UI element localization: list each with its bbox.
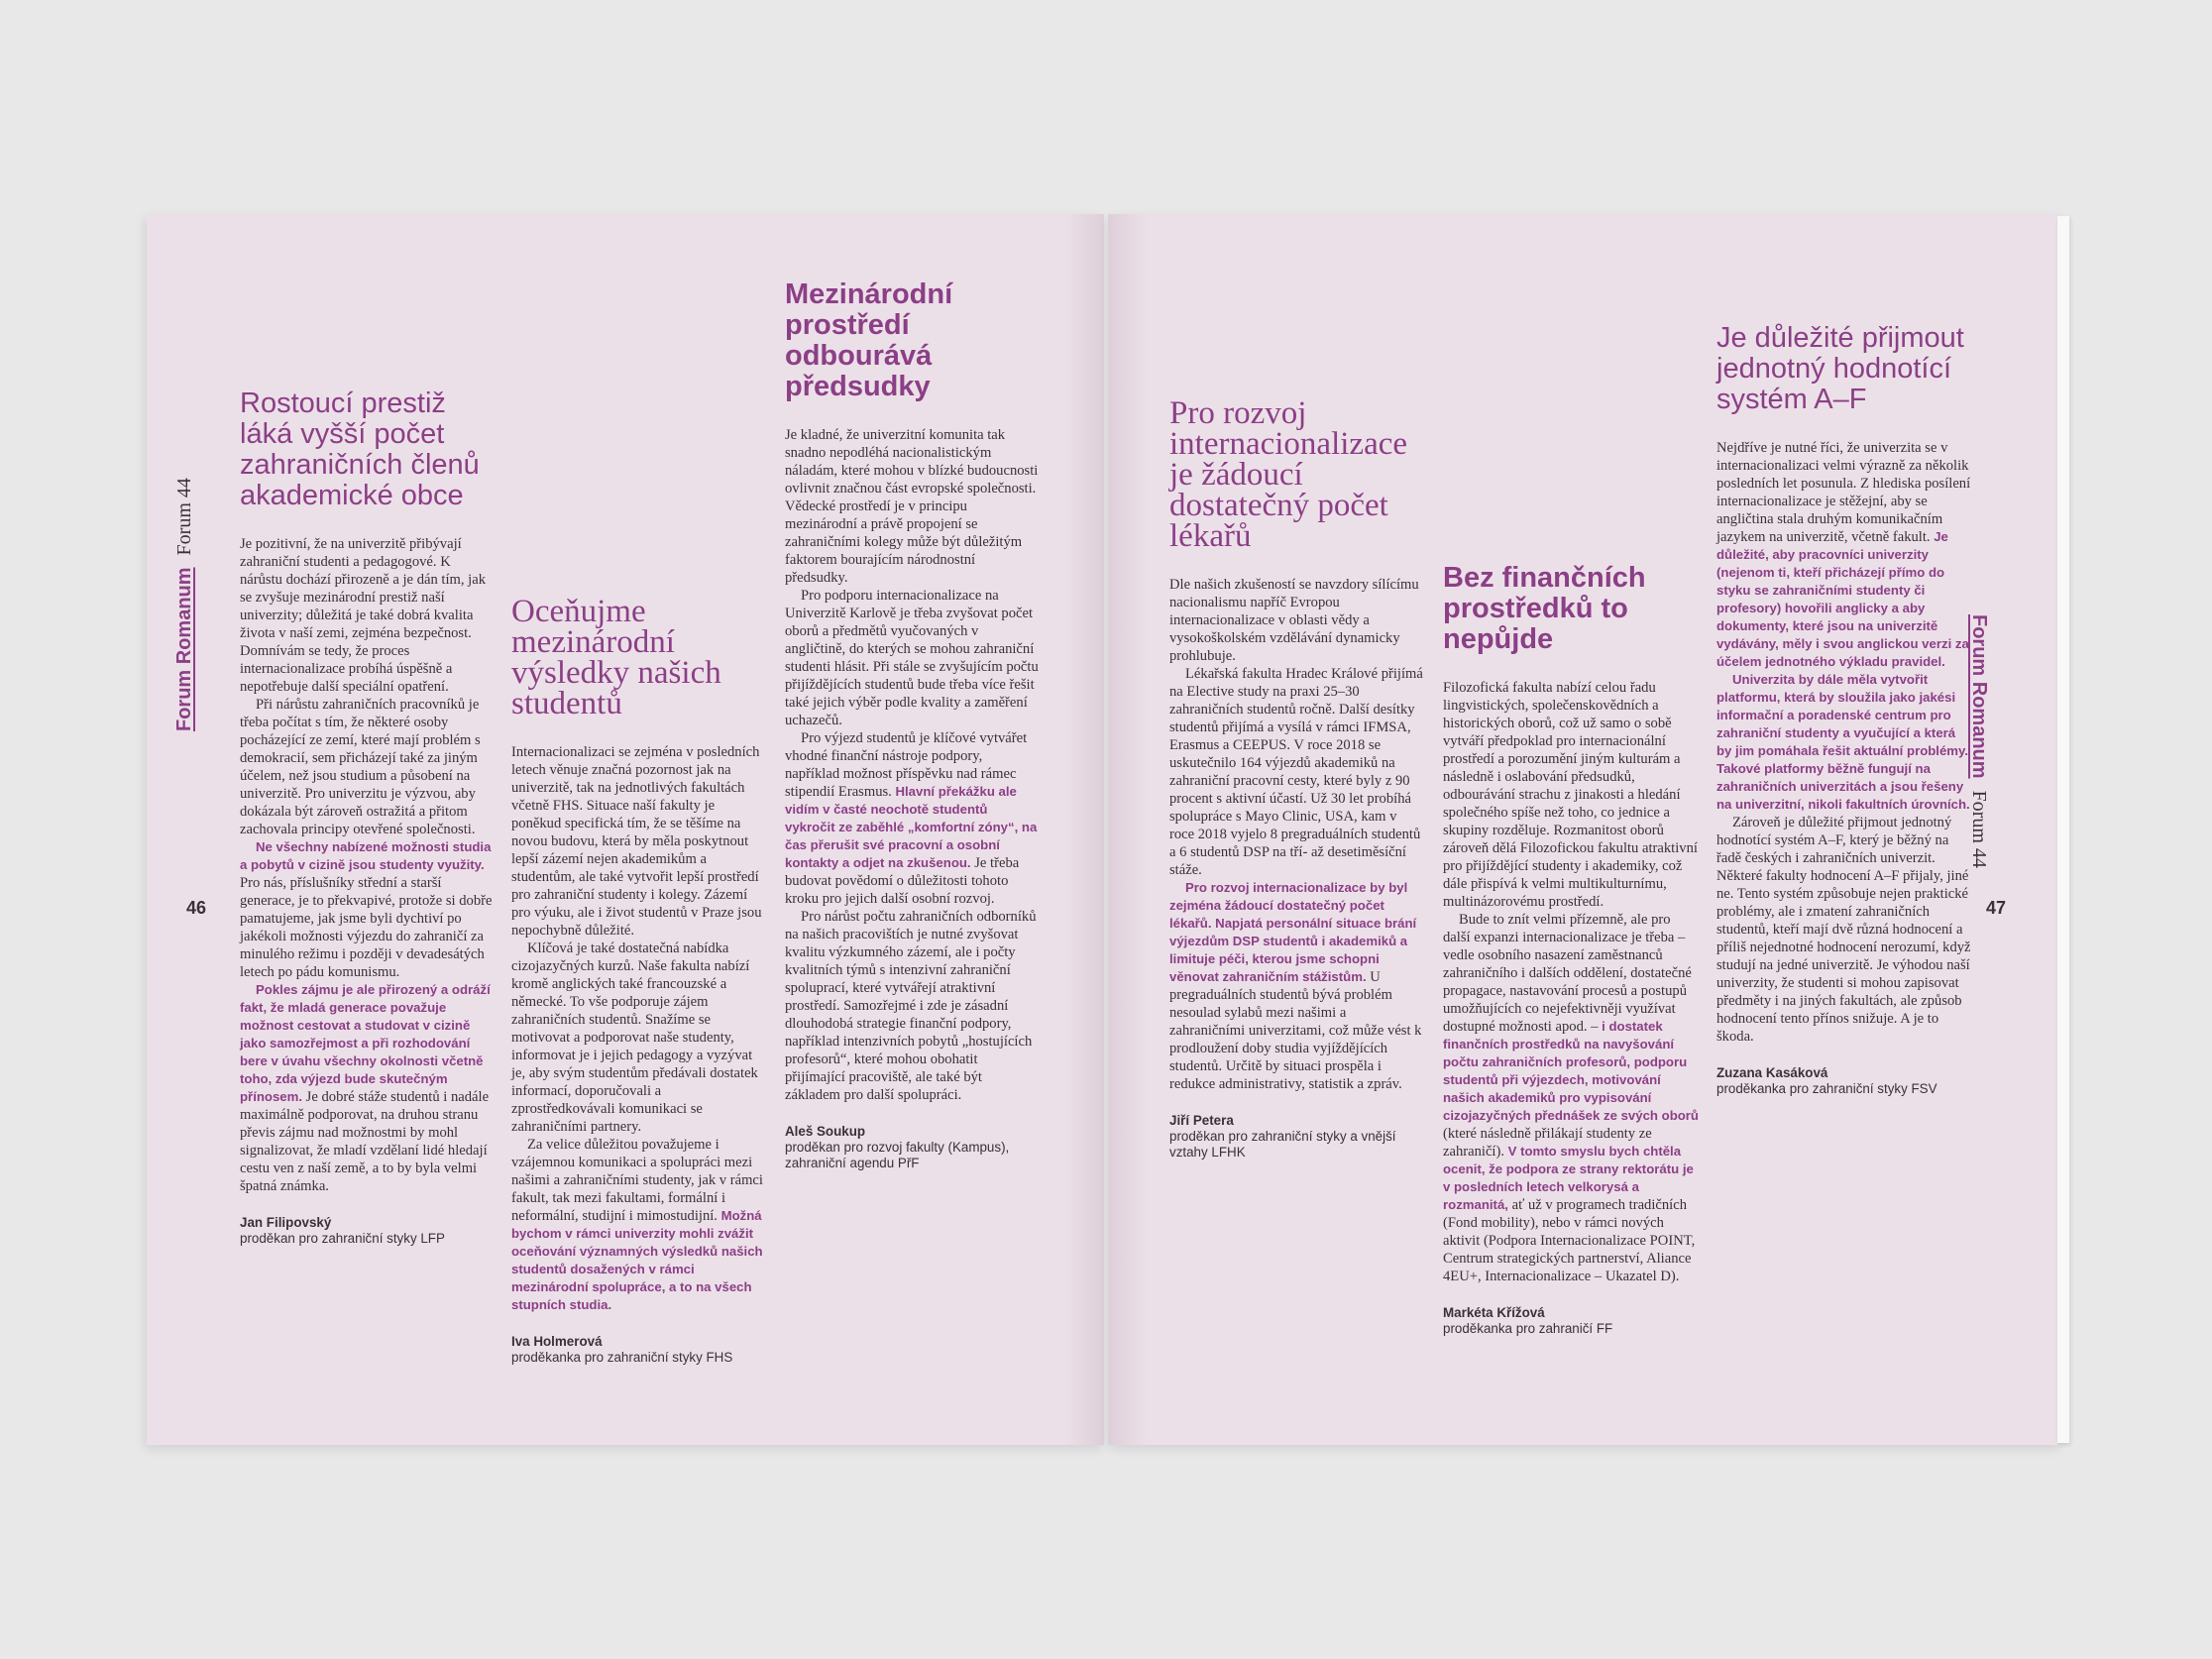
paragraph: Internacionalizaci se zejména v posledních letech věnuje značná pozornost jak na univerzitě, tak na jednotlivých fakultách včetně FHS. Situace naší fakulty je poněkud specifická tím, že se těšíme na novou budovu, která by měla poskytnout lepší zázemí nejen akademikům a studentům, ale také vytvořit lepší prostředí pro zahraniční studenty i kolegy. Zázemí pro výuku, ale i život studentů v Praze jsou nepochybně důležité. — [511, 744, 762, 939]
highlight: Univerzita by dále měla vytvořit platformu, která by sloužila jako jakési informační a poradenské centrum pro zahraniční studenty a vyučující a která by jim pomáhala řešit aktuální problémy. Takové platformy běžně fungují na zahraničních univerzitách a jsou řešeny na univerzitní, nikoli fakultních úrovních. — [1716, 672, 1970, 812]
paragraph-text: Je třeba budovat povědomí o důležitosti tohoto kroku pro jejich další osobní rozvoj. — [785, 855, 1020, 907]
article-heading: Je důležité přijmout jednotný hodnotící systém A–F — [1716, 322, 1964, 415]
article-5 — [1443, 563, 1699, 1337]
paragraph: Lékařská fakulta Hradec Králové přijímá na Elective study na praxi 25–30 zahraničních studentů ročně. Další desítky studentů přijímá a vysílá v rámci IFMSA, Erasmus a CEEPUS. V roce 2018 se uskutečnilo 164 výjezdů akademiků na zahraniční pracovní cesty, které byly z 90 procent s aktivní účastí. Už 30 let probíhá spolupráce s Mayo Clinic, USA, kam v roce 2018 vyjelo 8 pregraduálních studentů a 6 studentů DSP na tří- až desetiměsíční stáže. — [1169, 666, 1423, 878]
author-name: Zuzana Kasáková — [1716, 1065, 1828, 1080]
article-heading: Mezinárodní prostředí odbourává předsudky — [785, 278, 953, 402]
author-role: proděkanka pro zahraničí FF — [1443, 1321, 1613, 1336]
article-heading: Bez finančních prostředků to nepůjde — [1443, 562, 1646, 655]
article-3 — [785, 279, 1041, 1171]
running-title-left — [173, 478, 196, 731]
paragraph: Zároveň je důležité přijmout jednotný hodnotící systém A–F, který je běžný na řadě českých i zahraničních univerzit. Některé fakulty hodnocení A–F přijaly, jiné ne. Tento systém způsobuje nejen praktické problémy, ale i zmatení zahraničních studentů, kteří mají dvě různá hodnocení a příliš nejednotné hodnocení nerozumí, když studují na jedné univerzitě. Je výhodou naší univerzity, že studenti si mohou zapisovat předměty i na jiných fakultách, ale způsob hodnocení tento přínos snižuje. A je to škoda. — [1716, 815, 1971, 1045]
paragraph: Je kladné, že univerzitní komunita tak snadno nepodléhá nacionalistickým náladám, které mohou v blízké budoucnosti ovlivnit značnou část evropské společnosti. Vědecké prostředí je v principu mezinárodní a právě propojení se zahraničními kolegy může být důležitým faktorem bourajícím národnostní předsudky. — [785, 427, 1039, 586]
author-name: Aleš Soukup — [785, 1124, 866, 1139]
article-1 — [240, 388, 496, 1247]
paragraph-text: Je dobré stáže studentů i nadále maximálně podporovat, na druhou stranu převis zájmu nad možnostmi by mohl signalizovat, že mladí vzdělaní lidé hledají cestu ven z naší země, a to by byla velmi špatná známka. — [240, 1089, 490, 1194]
author-role: proděkan pro rozvoj fakulty (Kampus), zahraniční agendu PřF — [785, 1140, 1010, 1170]
article-heading: Pro rozvoj internacionalizace je žádoucí dostatečný počet lékařů — [1169, 395, 1408, 554]
author-block — [1169, 1113, 1425, 1161]
article-6 — [1716, 323, 1972, 1097]
running-issue: Forum 44 — [173, 478, 195, 556]
author-block — [511, 1334, 767, 1366]
author-block — [1443, 1305, 1699, 1337]
article-2 — [511, 594, 767, 1366]
page-number-left: 46 — [186, 898, 207, 918]
highlight: Hlavní překážku ale vidím v časté neochotě studentů vykročit ze zaběhlé „komfortní zóny“, na čas přerušit své pracovní a osobní kontakty a odjet na zkušenou. — [785, 784, 1038, 870]
page-edge — [2057, 216, 2069, 1443]
paragraph-text: Bude to znít velmi přízemně, ale pro další expanzi internacionalizace je třeba – vedle osobního nasazení zaměstnanců zahraničního i dalších oddělení, dostatečné propagace, nastavování procesů a postupů umožňujících co nejefektivněji využívat dostupné možnosti apod. – — [1443, 912, 1692, 1035]
paragraph: Pro nárůst počtu zahraničních odborníků na našich pracovištích je nutné zvyšovat kvalitu výzkumného zázemí, ale i počty kvalitních týmů s intenzivní zahraniční spoluprací, které vytvářejí atraktivní prostředí. Samozřejmé i zde je zásadní dlouhodobá strategie finanční podpory, například intenzivních pobytů „hostujících profesorů“, které mohou obohatit přijímající pracoviště, ale také být základem pro další spolupráci. — [785, 909, 1037, 1103]
paragraph: Dle našich zkušeností se navzdory sílícímu nacionalismu napříč Evropou internacionalizace v oblasti vědy a vysokoškolském vzdělávání dynamicky prohlubuje. — [1169, 577, 1419, 664]
author-role: proděkan pro zahraniční styky a vnější vztahy LFHK — [1169, 1129, 1396, 1160]
paragraph-text: Za velice důležitou považujeme i vzájemnou komunikaci a spolupráci mezi našimi a zahraničními studenty, jak v rámci fakult, tak mezi fakultami, formální i neformální, studijní i mimostudijní. — [511, 1137, 763, 1224]
author-role: proděkanka pro zahraniční styky FSV — [1716, 1081, 1937, 1096]
running-issue: Forum 44 — [1968, 790, 1990, 868]
author-block — [785, 1124, 1041, 1171]
highlight: Pro rozvoj internacionalizace by byl zejména žádoucí dostatečný počet lékařů. Napjatá personální situace brání výjezdům DSP studentů i akademiků a limituje péči, kterou jsme schopni věnovat zahraničním stážistům. — [1169, 880, 1417, 984]
author-name: Jan Filipovský — [240, 1215, 332, 1230]
author-block — [240, 1215, 496, 1247]
paragraph: Filozofická fakulta nabízí celou řadu lingvistických, společenskovědních a historických oborů, což už samo o sobě vytváří předpoklad pro internacionální prostředí a porozumění jiným kulturám a následně i oslabování předsudků, odbourávání strachu z jinakosti a hledání společného spíše než toho, co jednice a skupiny rozděluje. Rozmanitost oborů zároveň dělá Filozofickou fakultu atraktivní pro přijíždějící studenty i akademiky, což dále přispívá k velmi multikulturnímu, multinázorovému prostředí. — [1443, 680, 1698, 910]
author-name: Iva Holmerová — [511, 1334, 603, 1349]
highlight: i dostatek finančních prostředků na navyšování počtu zahraničních profesorů, podporu studentů při výjezdech, motivování našich akademiků pro vypisování cizojazyčných přednášek ze svých oborů — [1443, 1019, 1699, 1123]
article-heading: Oceňujme mezinárodní výsledky našich studentů — [511, 594, 721, 721]
author-name: Markéta Křížová — [1443, 1305, 1545, 1320]
running-brand: Forum Romanum — [173, 567, 195, 731]
author-role: proděkanka pro zahraniční styky FHS — [511, 1350, 733, 1365]
highlight: Je důležité, aby pracovníci univerzity (nejenom ti, kteří přicházejí přímo do styku se zahraničními studenty či profesory) hovořili anglicky a aby dokumenty, které jsou na univerzitě vydávány, měly i svou anglickou verzi za účelem jednotného výkladu pravidel. — [1716, 529, 1969, 669]
page-number-right: 47 — [1986, 898, 2007, 918]
article-heading: Rostoucí prestiž láká vyšší počet zahraničních členů akademické obce — [240, 387, 480, 511]
highlight: Ne všechny nabízené možnosti studia a pobytů v cizině jsou studenty využity. — [240, 839, 492, 872]
author-block — [1716, 1065, 1972, 1097]
highlight: Pokles zájmu je ale přirozený a odráží fakt, že mladá generace považuje možnost cestovat a studovat v cizině jako samozřejmost a při rozhodování bere v úvahu všechny okolnosti včetně toho, zda výjezd bude skutečným přínosem. — [240, 982, 491, 1104]
paragraph: Při nárůstu zahraničních pracovníků je třeba počítat s tím, že některé osoby pocházející ze zemí, které mají problém s demokracií, sem přicházejí také za jiným účelem, než jsou studium a působení na univerzitě. Pro univerzitu je výzvou, aby dokázala být zároveň ostražitá a přitom zachovala principy otevřené společnosti. — [240, 697, 481, 837]
paragraph-text: ať už v programech tradičních (Fond mobility), nebo v rámci nových aktivit (Podpora Internacionalizace POINT, Centrum strategických partnerství, Aliance 4EU+, Internacionalizace – Ukazatel D). — [1443, 1197, 1696, 1284]
author-role: proděkan pro zahraniční styky LFP — [240, 1231, 445, 1246]
paragraph-text: Pro výjezd studentů je klíčové vytvářet vhodné finanční nástroje podpory, například možnost příspěvku nad rámec stipendií Erasmus. — [785, 730, 1028, 800]
paragraph: Pro podporu internacionalizace na Univerzitě Karlově je třeba zvyšovat počet oborů a předmětů vyučovaných v angličtině, do kterých se mohou zahraniční studenti hlásit. Při stále se zvyšujícím počtu přijíždějících studentů bude třeba více řešit také jejich výběr podle kvality a zaměření uchazečů. — [785, 588, 1039, 728]
highlight: V tomto smyslu bych chtěla ocenit, že podpora ze strany rektorátu je v posledních letech velkorysá a rozmanitá, — [1443, 1144, 1694, 1212]
paragraph: Je pozitivní, že na univerzitě přibývají zahraniční studenti a pedagogové. K nárůstu dochází přirozeně a je dán tím, jak se zvyšuje mezinárodní prestiž naší univerzity; důležitá je také dobrá kvalita života v naší zemi, zejména bezpečnost. Domnívám se tedy, že proces internacionalizace probíhá úspěšně a nepotřebuje další speciální opatření. — [240, 536, 486, 695]
author-name: Jiří Petera — [1169, 1113, 1234, 1128]
paragraph-text: Nejdříve je nutné říci, že univerzita se v internacionalizaci velmi výrazně za několik posledních let posunula. Z hlediska posílení internacionalizace je stěžejní, aby se angličtina stala druhým komunikačním jazykem na univerzitě, včetně fakult. — [1716, 440, 1971, 545]
article-4 — [1169, 395, 1425, 1161]
paragraph-text: U pregraduálních studentů bývá problém nesoulad sylabů mezi našimi a zahraničními univerzitami, což může vést k prodloužení doby studia vyjíždějících studentů. Určitě by situaci prospěla i redukce administrativy, statistik a zpráv. — [1169, 969, 1422, 1092]
paragraph-text: Pro nás, příslušníky střední a starší generace, je to překvapivé, protože si dobře pamatujeme, jak jsme byli dychtiví po jakékoli možnosti výjezdu do zahraničí za minulého režimu i později v devadesátých letech po pádu komunismu. — [240, 875, 493, 980]
running-brand: Forum Romanum — [1968, 614, 1990, 779]
paragraph-text: (které následně přilákají studenty ze zahraničí). — [1443, 1126, 1652, 1160]
paragraph: Klíčová je také dostatečná nabídka cizojazyčných kurzů. Naše fakulta nabízí kromě anglických také francouzské a německé. To vše podporuje zájem zahraničních studentů. Snažíme se motivovat a podporovat naše studenty, informovat je i jejich pedagogy a vyzývat je, aby svým studentům předávali dostatek informací, doporučovali a zprostředkovávali komunikaci se zahraničními partnery. — [511, 940, 758, 1135]
highlight: Možná bychom v rámci univerzity mohli zvážit oceňování významných výsledků našich studentů dosažených v rámci mezinárodní spolupráce, a to na všech stupních studia. — [511, 1208, 763, 1312]
